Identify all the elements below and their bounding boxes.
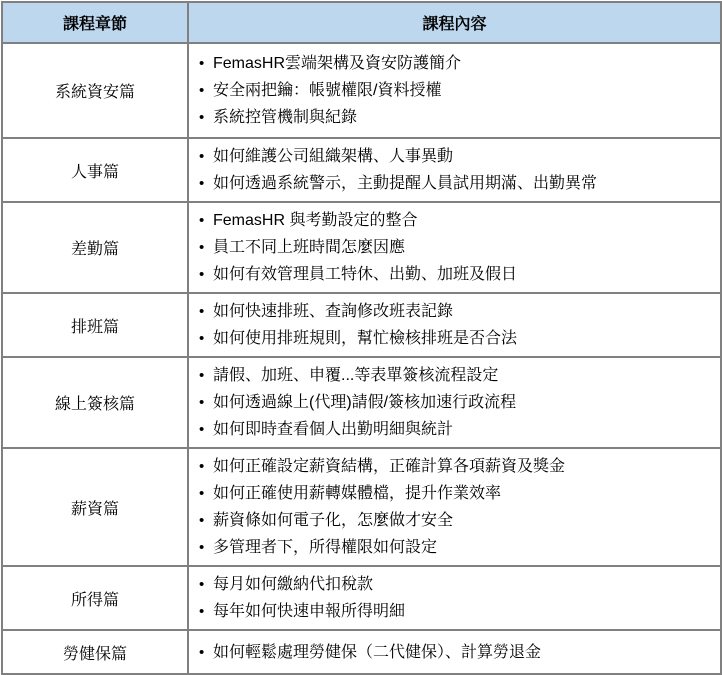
list-item: [199, 453, 714, 480]
table-row: [2, 448, 721, 566]
content-item-text: 每月如何繳納代扣稅款: [213, 576, 374, 593]
header-chapter-column: 課程章節: [2, 2, 188, 43]
content-list: [199, 298, 714, 352]
content-item-text: 如何即時查看個人出勤明細與統計: [213, 421, 454, 438]
list-item: [199, 507, 714, 534]
content-cell: [188, 202, 721, 293]
list-item: [199, 298, 714, 325]
content-list: [199, 571, 714, 625]
content-cell: [188, 630, 721, 674]
bullet-icon: •: [199, 643, 205, 661]
content-cell: [188, 566, 721, 630]
chapter-cell: 薪資篇: [2, 448, 188, 566]
list-item: [199, 639, 714, 666]
table-row: [2, 138, 721, 202]
list-item: [199, 143, 714, 170]
chapter-cell: 線上簽核篇: [2, 357, 188, 448]
content-item-text: 如何透過線上(代理)請假/簽核加速行政流程: [213, 394, 517, 411]
list-item: [199, 170, 714, 197]
table-row: [2, 202, 721, 293]
content-item-text: FemasHR 與考勤設定的整合: [213, 212, 418, 229]
list-item: [199, 534, 714, 561]
bullet-icon: •: [199, 539, 205, 556]
list-item: [199, 571, 714, 598]
bullet-icon: •: [199, 148, 205, 165]
list-item: [199, 50, 714, 77]
content-item-text: 如何正確設定薪資結構，正確計算各項薪資及獎金: [213, 458, 566, 475]
content-item-text: 系統控管機制與紀錄: [213, 109, 358, 126]
chapter-cell: 差勤篇: [2, 202, 188, 293]
list-item: [199, 77, 714, 104]
content-item-text: 如何快速排班、查詢修改班表記錄: [213, 303, 454, 320]
list-item: [199, 362, 714, 389]
content-item-text: 員工不同上班時間怎麼因應: [213, 239, 406, 256]
content-item-text: 請假、加班、申覆...等表單簽核流程設定: [213, 367, 499, 384]
content-list: [199, 453, 714, 561]
chapter-cell: 排班篇: [2, 293, 188, 357]
chapter-cell: 系統資安篇: [2, 43, 188, 138]
bullet-icon: •: [199, 367, 205, 384]
chapter-cell: 人事篇: [2, 138, 188, 202]
table-row: [2, 43, 721, 138]
table-row: [2, 357, 721, 448]
bullet-icon: •: [199, 55, 205, 72]
bullet-icon: •: [199, 82, 205, 99]
content-item-text: 薪資條如何電子化，怎麼做才安全: [213, 512, 454, 529]
bullet-icon: •: [199, 266, 205, 283]
content-cell: [188, 448, 721, 566]
content-item-text: 如何正確使用薪轉媒體檔，提升作業效率: [213, 485, 502, 502]
content-item-text: 如何透過系統警示，主動提醒人員試用期滿、出勤異常: [213, 175, 598, 192]
content-cell: [188, 43, 721, 138]
content-item-text: 安全兩把鑰：帳號權限/資料授權: [213, 82, 442, 99]
content-item-text: 如何輕鬆處理勞健保（二代健保）、計算勞退金: [213, 643, 542, 661]
list-item: [199, 104, 714, 131]
bullet-icon: •: [199, 512, 205, 529]
bullet-icon: •: [199, 109, 205, 126]
chapter-cell: 勞健保篇: [2, 630, 188, 674]
content-item-text: 每年如何快速申報所得明細: [213, 603, 406, 620]
chapter-cell: 所得篇: [2, 566, 188, 630]
course-outline-table: [1, 1, 722, 675]
content-item-text: 如何有效管理員工特休、出勤、加班及假日: [213, 266, 518, 283]
content-cell: [188, 357, 721, 448]
content-item-text: 多管理者下，所得權限如何設定: [213, 539, 438, 556]
bullet-icon: •: [199, 603, 205, 620]
bullet-icon: •: [199, 175, 205, 192]
content-list: [199, 143, 714, 197]
bullet-icon: •: [199, 485, 205, 502]
bullet-icon: •: [199, 303, 205, 320]
list-item: [199, 598, 714, 625]
bullet-icon: •: [199, 394, 205, 411]
list-item: [199, 416, 714, 443]
content-list: [199, 639, 714, 666]
table-row: [2, 630, 721, 674]
content-cell: [188, 138, 721, 202]
content-item-text: 如何使用排班規則，幫忙檢核排班是否合法: [213, 330, 518, 347]
list-item: [199, 207, 714, 234]
bullet-icon: •: [199, 421, 205, 438]
bullet-icon: •: [199, 458, 205, 475]
header-row: [2, 2, 721, 43]
bullet-icon: •: [199, 212, 205, 229]
list-item: [199, 234, 714, 261]
list-item: [199, 389, 714, 416]
content-item-text: 如何維護公司組織架構、人事異動: [213, 148, 454, 165]
header-content-column: 課程內容: [188, 2, 721, 43]
table-row: [2, 566, 721, 630]
content-list: [199, 207, 714, 288]
content-cell: [188, 293, 721, 357]
table-row: [2, 293, 721, 357]
list-item: [199, 261, 714, 288]
bullet-icon: •: [199, 576, 205, 593]
bullet-icon: •: [199, 239, 205, 256]
bullet-icon: •: [199, 330, 205, 347]
content-item-text: FemasHR雲端架構及資安防護簡介: [213, 55, 462, 72]
list-item: [199, 325, 714, 352]
content-list: [199, 362, 714, 443]
content-list: [199, 50, 714, 131]
list-item: [199, 480, 714, 507]
